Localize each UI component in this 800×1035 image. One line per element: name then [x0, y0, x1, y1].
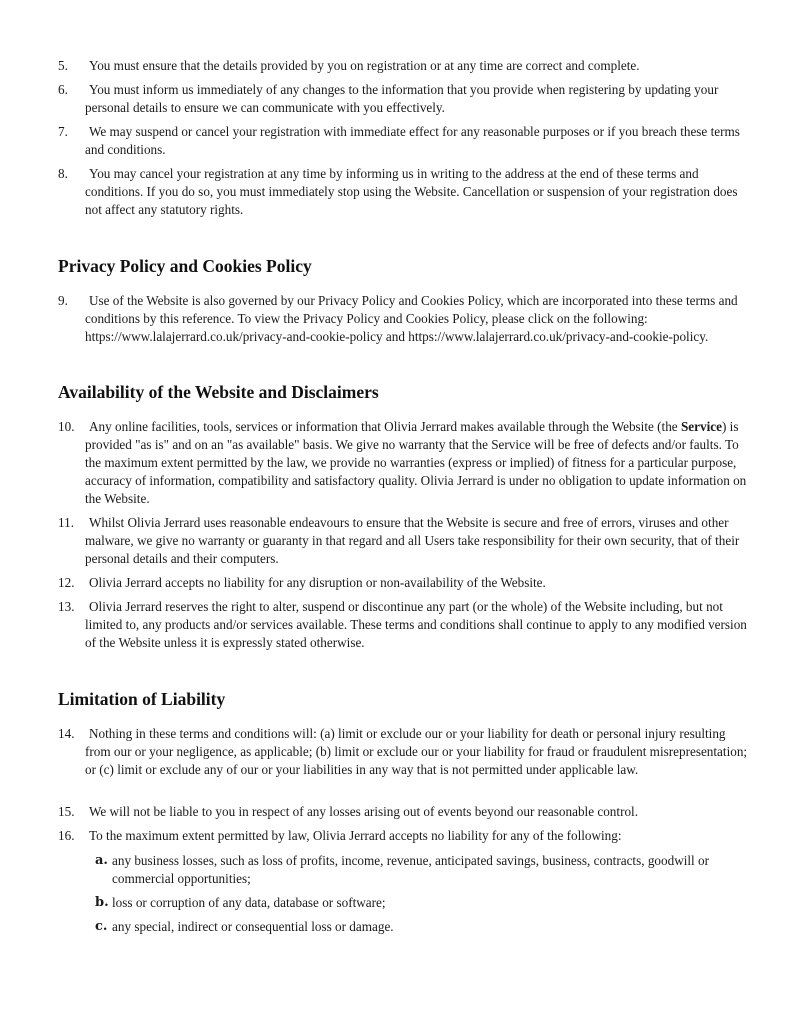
clause-text [85, 418, 748, 508]
clause-13 [58, 598, 748, 652]
clause-text: You must inform us immediately of any changes to the information that you provide when registering by updating your personal details to ensure we can communicate with you effectively. [85, 82, 719, 115]
clause-text: Olivia Jerrard reserves the right to alter, suspend or discontinue any part (or the whole) of the Website including, but not limited to, any products and/or services available. These terms and conditions shall continue to apply to any modified version of the Website unless it is expressly stated otherwise. [85, 599, 747, 650]
clause-text: Olivia Jerrard accepts no liability for any disruption or non-availability of the Website. [89, 575, 546, 590]
section-heading-privacy: Privacy Policy and Cookies Policy [58, 256, 312, 276]
clause-number: 14. [58, 726, 75, 741]
clause-text: You may cancel your registration at any time by informing us in writing to the address at the end of these terms and conditions. If you do so, you must immediately stop using the Website. Cancellation or suspension of your registration does not affect any statutory rights. [85, 166, 738, 217]
clause-10 [58, 418, 748, 508]
clause-number: 7. [58, 124, 68, 139]
subclause-text: any business losses, such as loss of profits, income, revenue, anticipated savings, business, contracts, goodwill or commercial opportunities; [112, 853, 709, 886]
clause-16 [58, 827, 748, 845]
clause-11 [58, 514, 748, 568]
clause-text: We will not be liable to you in respect of any losses arising out of events beyond our reasonable control. [89, 804, 639, 819]
clause-number: 8. [58, 166, 68, 181]
clause-text: You must ensure that the details provided by you on registration or at any time are correct and complete. [89, 58, 640, 73]
clause-text: Whilst Olivia Jerrard uses reasonable endeavours to ensure that the Website is secure and free of errors, viruses and other malware, we give no warranty or guaranty in that regard and all Users take responsibility for their own security, that of their personal details and their computers. [85, 515, 740, 566]
subclause-text: loss or corruption of any data, database or software; [112, 895, 386, 910]
clause-8 [58, 165, 748, 219]
clause-text: We may suspend or cancel your registration with immediate effect for any reasonable purposes or if you breach these terms and conditions. [85, 124, 740, 157]
clause-6 [58, 81, 748, 117]
clause-number: 10. [58, 419, 75, 434]
clause-7 [58, 123, 748, 159]
clause-text-part: Any online facilities, tools, services or information that Olivia Jerrard makes available through the Website (the [89, 419, 681, 434]
clause-number: 12. [58, 575, 75, 590]
subclause-c [95, 918, 745, 936]
clause-text-part: ) is provided "as is" and on an "as available" basis. We give no warranty that the Service will be free of defects and/or faults. To the maximum extent permitted by the law, we provide no warranties (express or implied) of fitness for a particular purpose, accuracy of information, compatibility and satisfactory quality. Olivia Jerrard is under no obligation to update information on the Website. [85, 419, 747, 506]
clause-number: 15. [58, 804, 75, 819]
clause-12 [58, 574, 748, 592]
section-heading-limitation: Limitation of Liability [58, 689, 226, 709]
subclause-letter: c. [95, 919, 108, 934]
clause-text: Use of the Website is also governed by our Privacy Policy and Cookies Policy, which are incorporated into these terms and conditions by this reference. To view the Privacy Policy and Cookies Policy, please click on the following: https://www.lalajerrard.co.uk/privacy-and-cookie-policy and https://www.lalajerrard.co.uk/privacy-and-cookie-policy. [85, 293, 738, 344]
defined-term: Service [680, 419, 722, 434]
subclause-letter: a. [95, 853, 108, 868]
subclause-letter: b. [95, 895, 109, 910]
clause-15 [58, 803, 748, 821]
clause-14 [58, 725, 748, 779]
section-heading-availability: Availability of the Website and Disclaimers [58, 382, 379, 402]
subclause-b [95, 894, 745, 912]
clause-number: 5. [58, 58, 68, 73]
clause-5 [58, 57, 748, 75]
clause-text: To the maximum extent permitted by law, Olivia Jerrard accepts no liability for any of the following: [89, 828, 622, 843]
clause-number: 13. [58, 599, 75, 614]
clause-number: 6. [58, 82, 68, 97]
subclause-text: any special, indirect or consequential loss or damage. [112, 919, 394, 934]
clause-number: 16. [58, 828, 75, 843]
subclause-a [95, 852, 745, 888]
clause-number: 11. [58, 515, 74, 530]
clause-9 [58, 292, 748, 346]
clause-number: 9. [58, 293, 68, 308]
clause-text: Nothing in these terms and conditions will: (a) limit or exclude our or your liability for death or personal injury resulting from our or your negligence, as applicable; (b) limit or exclude our or your liability for fraud or fraudulent misrepresentation; or (c) limit or exclude any of our or your liabilities in any way that is not permitted under applicable law. [85, 726, 748, 777]
